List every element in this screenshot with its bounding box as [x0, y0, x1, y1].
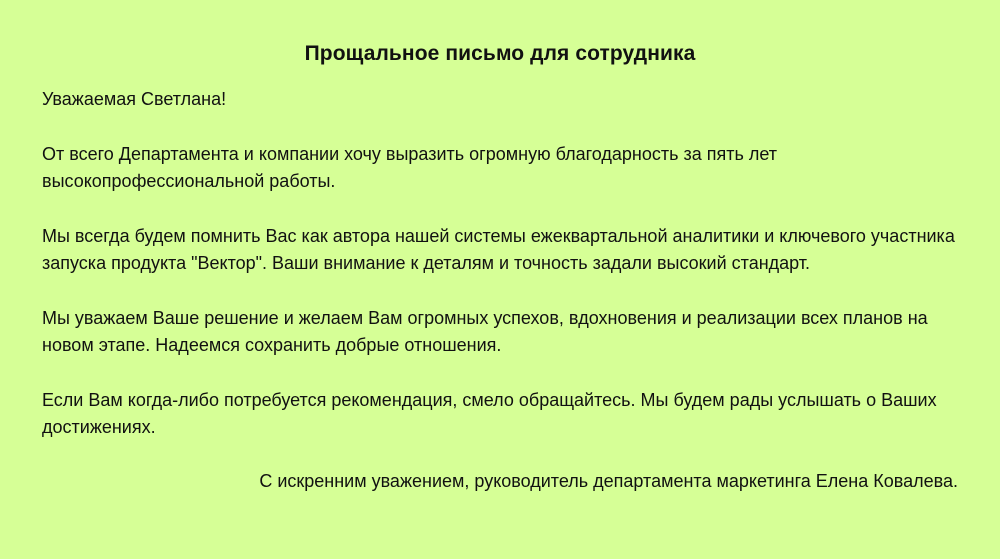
signature: С искренним уважением, руководитель департамента маркетинга Елена Ковалева.	[259, 470, 958, 491]
paragraph-recommendation: Если Вам когда-либо потребуется рекомендация, смело обращайтесь. Мы будем рады услышать о Ваших достижениях.	[42, 389, 937, 437]
letter-body	[42, 86, 958, 495]
letter-title: Прощальное письмо для сотрудника	[304, 42, 696, 65]
salutation: Уважаемая Светлана!	[42, 89, 227, 109]
paragraph-achievements: Мы всегда будем помнить Вас как автора нашей системы ежеквартальной аналитики и ключевого участника запуска продукта "Вектор". Ваши внимание к деталям и точность задали высокий стандарт.	[42, 225, 955, 273]
paragraph-gratitude: От всего Департамента и компании хочу выразить огромную благодарность за пять лет высокопрофессиональной работы.	[42, 143, 778, 191]
paragraph-wishes: Мы уважаем Ваше решение и желаем Вам огромных успехов, вдохновения и реализации всех планов на новом этапе. Надеемся сохранить добрые отношения.	[42, 307, 928, 355]
